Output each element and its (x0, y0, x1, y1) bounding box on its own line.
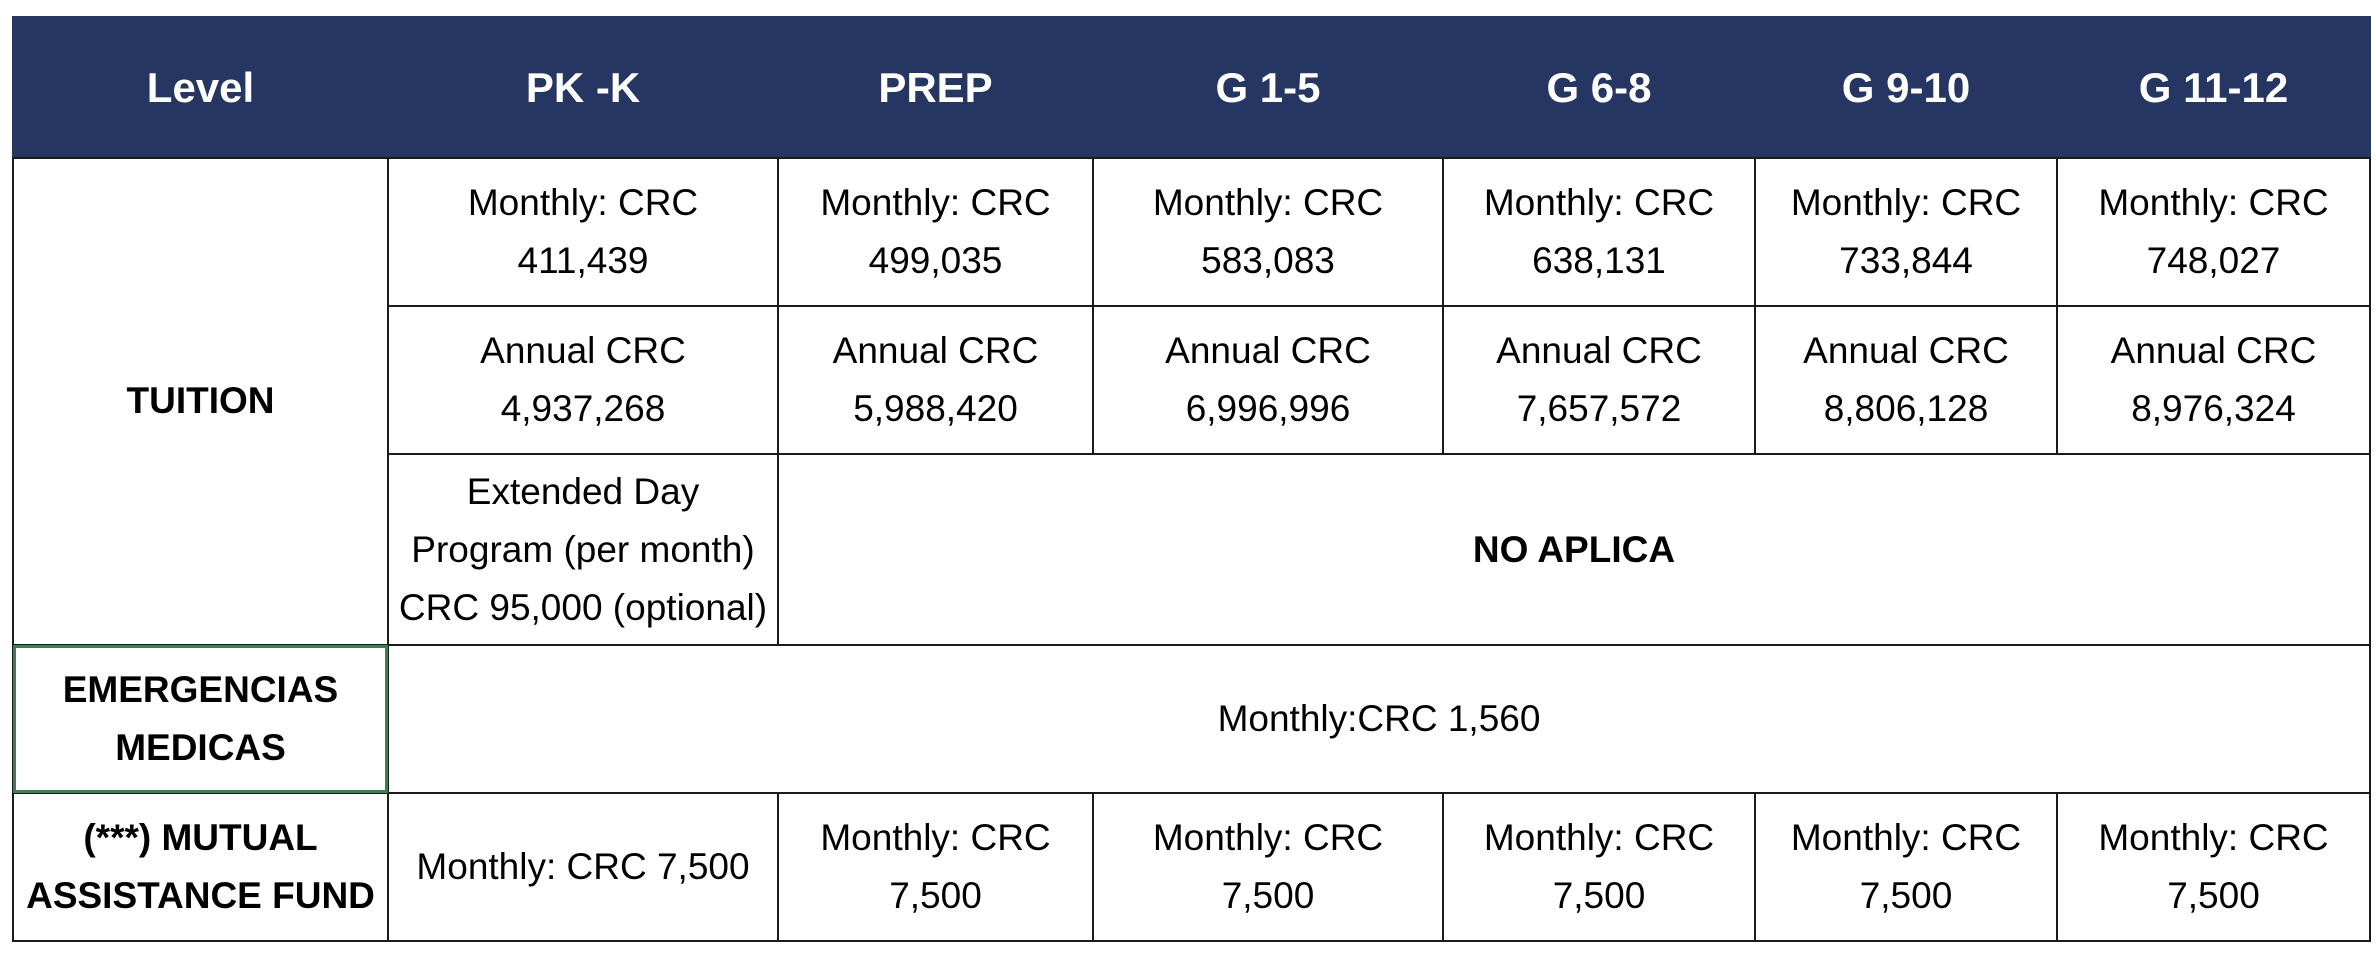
cell-line: 748,027 (2146, 240, 2281, 282)
tuition-label[interactable]: TUITION (13, 158, 388, 645)
label-line: (***) MUTUAL (83, 816, 318, 858)
mutual-fund-cell[interactable]: Monthly: CRC 7,500 (388, 793, 778, 941)
cell-line: Monthly: CRC (2098, 816, 2329, 858)
no-aplica-cell[interactable]: NO APLICA (778, 454, 2370, 644)
tuition-monthly-cell[interactable] (1093, 158, 1443, 306)
cell-line: 7,500 (2167, 874, 2260, 916)
header-g1-5[interactable]: G 1-5 (1093, 17, 1443, 158)
header-pk-k[interactable]: PK -K (388, 17, 778, 158)
cell-line: Annual CRC (1496, 330, 1702, 372)
header-g6-8[interactable]: G 6-8 (1443, 17, 1755, 158)
cell-line: Monthly: CRC (820, 182, 1051, 224)
cell-line: 638,131 (1532, 240, 1666, 282)
cell-line: Annual CRC (1803, 330, 2009, 372)
cell-line: 7,657,572 (1516, 388, 1682, 430)
cell-line: Monthly: CRC (467, 182, 699, 224)
cell-line: Annual CRC (2110, 330, 2317, 372)
cell-line: Monthly: CRC (1152, 182, 1384, 224)
cell-line: Extended Day (466, 470, 700, 512)
cell-line: 7,500 (1221, 874, 1315, 916)
mutual-fund-cell[interactable] (1755, 793, 2057, 941)
header-level[interactable]: Level (13, 17, 388, 158)
header-g9-10[interactable]: G 9-10 (1755, 17, 2057, 158)
cell-line: 4,937,268 (500, 388, 666, 430)
tuition-monthly-cell[interactable] (1755, 158, 2057, 306)
mutual-fund-cell[interactable] (1443, 793, 1755, 941)
cell-line: Monthly: CRC (2098, 182, 2329, 224)
cell-line: 5,988,420 (853, 388, 1018, 430)
tuition-monthly-row (13, 158, 2370, 306)
label-line: ASSISTANCE FUND (26, 874, 375, 916)
cell-line: 6,996,996 (1185, 388, 1351, 430)
tuition-annual-cell[interactable] (1443, 306, 1755, 454)
tuition-monthly-cell[interactable] (2057, 158, 2370, 306)
label-line: MEDICAS (115, 726, 286, 768)
cell-line: 733,844 (1839, 240, 1973, 282)
tuition-monthly-cell[interactable] (778, 158, 1093, 306)
cell-line: Annual CRC (832, 330, 1039, 372)
mutual-fund-cell[interactable] (1093, 793, 1443, 941)
header-prep[interactable]: PREP (778, 17, 1093, 158)
cell-line: Monthly: CRC (820, 816, 1051, 858)
mutual-fund-cell[interactable] (778, 793, 1093, 941)
header-row (13, 17, 2370, 158)
cell-line: 411,439 (517, 240, 649, 282)
tuition-annual-cell[interactable] (778, 306, 1093, 454)
cell-line: Monthly: CRC (1790, 816, 2022, 858)
cell-line: Program (per month) (411, 528, 755, 570)
cell-line: 8,806,128 (1823, 388, 1989, 430)
header-g11-12[interactable]: G 11-12 (2057, 17, 2370, 158)
cell-line: 7,500 (1859, 874, 1953, 916)
cell-line: Annual CRC (1165, 330, 1371, 372)
cell-line: Monthly: CRC (1790, 182, 2022, 224)
cell-line: Monthly: CRC (1152, 816, 1384, 858)
emergencias-label[interactable] (13, 645, 388, 793)
tuition-annual-cell[interactable] (2057, 306, 2370, 454)
tuition-annual-cell[interactable] (1755, 306, 2057, 454)
cell-line: 583,083 (1201, 240, 1335, 282)
extended-day-cell[interactable] (388, 454, 778, 644)
tuition-annual-cell[interactable] (388, 306, 778, 454)
label-line: EMERGENCIAS (62, 668, 339, 710)
fee-table-sheet (12, 16, 2369, 942)
tuition-monthly-cell[interactable] (388, 158, 778, 306)
cell-line: CRC 95,000 (optional) (398, 586, 768, 628)
mutual-fund-label[interactable] (13, 793, 388, 941)
mutual-fund-cell[interactable] (2057, 793, 2370, 941)
cell-line: 499,035 (868, 240, 1003, 282)
mutual-fund-row (13, 793, 2370, 941)
cell-line: Annual CRC (480, 330, 686, 372)
cell-line: 7,500 (889, 874, 982, 916)
cell-line: Monthly: CRC (1483, 182, 1715, 224)
cell-line: Monthly: CRC (1483, 816, 1715, 858)
tuition-monthly-cell[interactable] (1443, 158, 1755, 306)
emergencias-row (13, 645, 2370, 793)
tuition-annual-cell[interactable] (1093, 306, 1443, 454)
fee-table (12, 16, 2371, 942)
cell-line: 8,976,324 (2131, 388, 2296, 430)
cell-line: 7,500 (1552, 874, 1646, 916)
emergencias-value-cell[interactable]: Monthly:CRC 1,560 (388, 645, 2370, 793)
